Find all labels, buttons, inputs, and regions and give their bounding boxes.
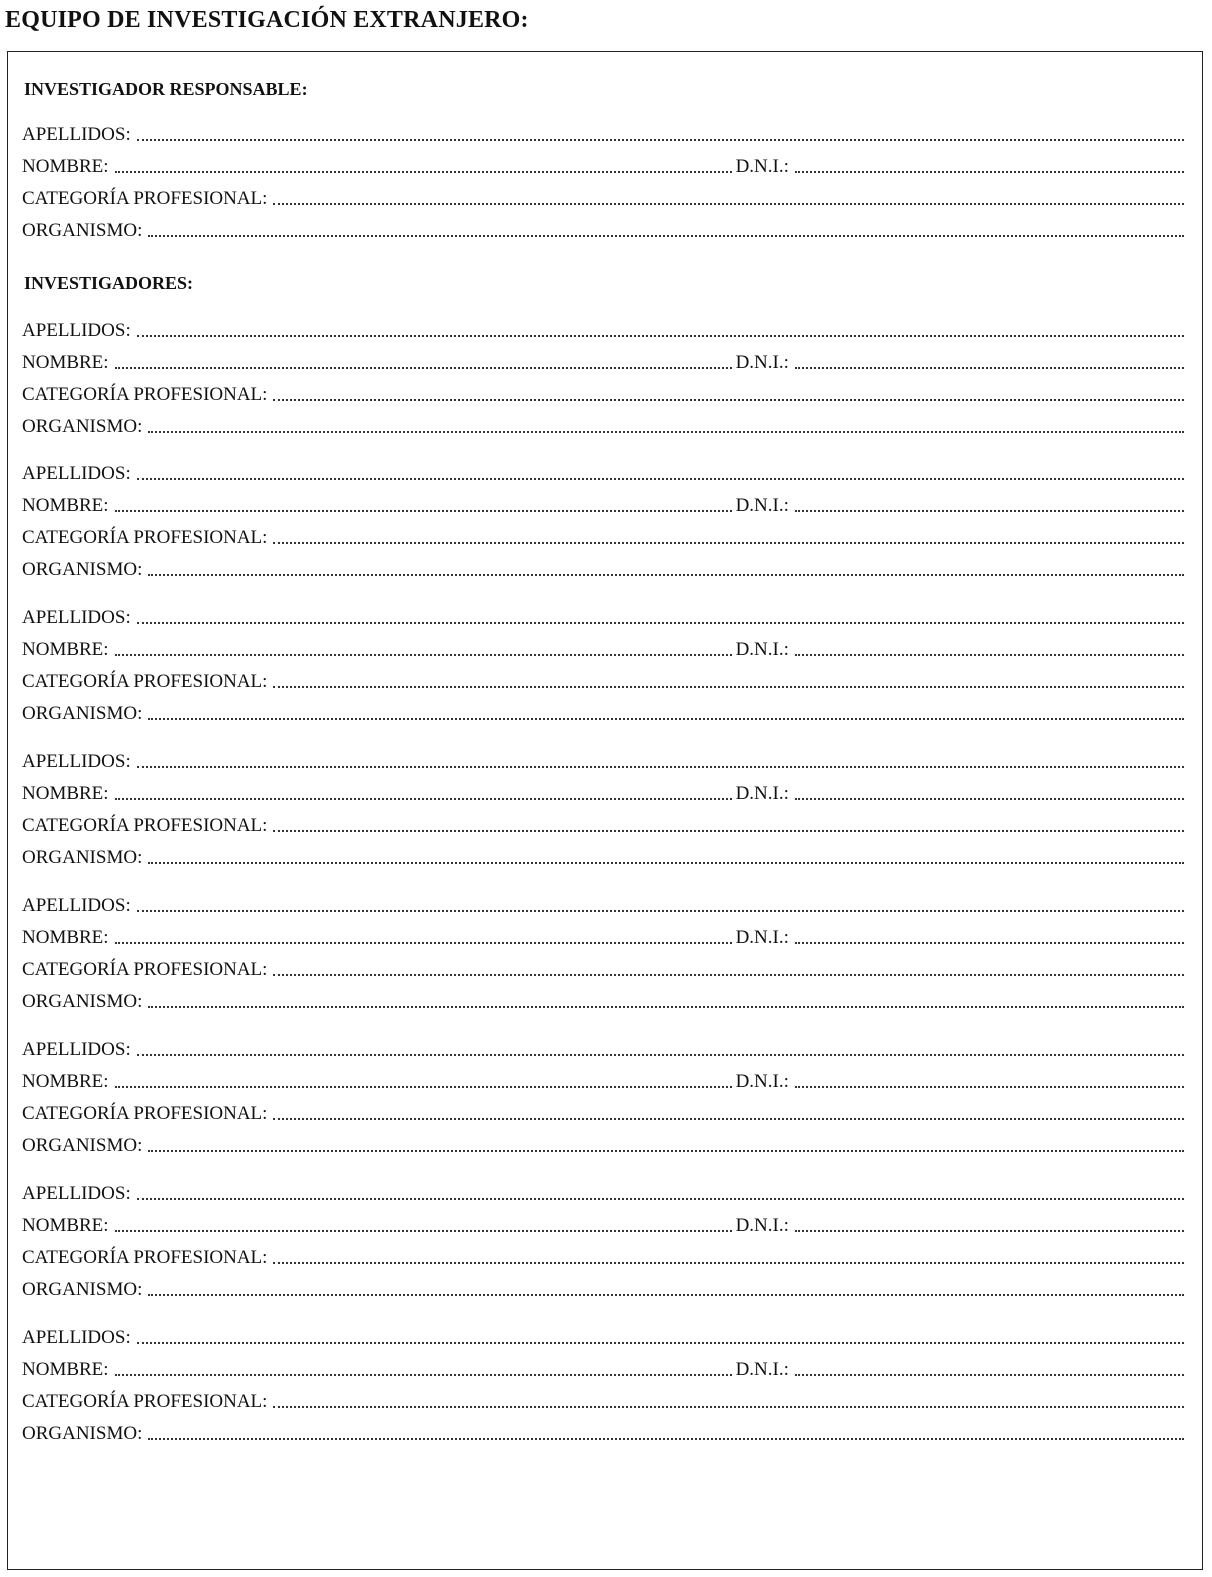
apellidos-label: APELLIDOS: bbox=[22, 751, 131, 772]
researcher-2-nombre-field[interactable] bbox=[22, 493, 1184, 517]
categoria-fill-line[interactable] bbox=[273, 398, 1184, 401]
responsible-organismo-field[interactable] bbox=[22, 218, 1184, 242]
apellidos-label: APELLIDOS: bbox=[22, 895, 131, 916]
apellidos-label: APELLIDOS: bbox=[22, 320, 131, 341]
nombre-label: NOMBRE: bbox=[22, 495, 109, 516]
researcher-2-organismo-field[interactable] bbox=[22, 557, 1184, 581]
responsible-nombre-field[interactable] bbox=[22, 154, 1184, 178]
categoria-fill-line[interactable] bbox=[273, 1405, 1184, 1408]
dni-fill-line[interactable] bbox=[795, 509, 1184, 512]
nombre-fill-line[interactable] bbox=[115, 1373, 732, 1376]
apellidos-fill-line[interactable] bbox=[137, 138, 1184, 141]
organismo-fill-line[interactable] bbox=[148, 573, 1184, 576]
researcher-8-apellidos-field[interactable] bbox=[22, 1325, 1184, 1349]
organismo-fill-line[interactable] bbox=[148, 430, 1184, 433]
researcher-2-apellidos-field[interactable] bbox=[22, 461, 1184, 485]
categoria-label: CATEGORÍA PROFESIONAL: bbox=[22, 1103, 268, 1124]
researcher-5-categoria-field[interactable] bbox=[22, 957, 1184, 981]
page-title: EQUIPO DE INVESTIGACIÓN EXTRANJERO: bbox=[5, 7, 529, 33]
dni-label: D.N.I.: bbox=[735, 1215, 789, 1236]
categoria-fill-line[interactable] bbox=[273, 973, 1184, 976]
nombre-label: NOMBRE: bbox=[22, 1215, 109, 1236]
dni-fill-line[interactable] bbox=[795, 1229, 1184, 1232]
dni-label: D.N.I.: bbox=[735, 1359, 789, 1380]
categoria-fill-line[interactable] bbox=[273, 202, 1184, 205]
researcher-4-apellidos-field[interactable] bbox=[22, 749, 1184, 773]
dni-fill-line[interactable] bbox=[795, 941, 1184, 944]
organismo-fill-line[interactable] bbox=[148, 717, 1184, 720]
apellidos-label: APELLIDOS: bbox=[22, 607, 131, 628]
researcher-6-organismo-field[interactable] bbox=[22, 1133, 1184, 1157]
researchers-heading: INVESTIGADORES: bbox=[24, 273, 194, 293]
organismo-label: ORGANISMO: bbox=[22, 703, 143, 724]
organismo-label: ORGANISMO: bbox=[22, 559, 143, 580]
apellidos-fill-line[interactable] bbox=[137, 477, 1184, 480]
categoria-fill-line[interactable] bbox=[273, 541, 1184, 544]
researcher-3-apellidos-field[interactable] bbox=[22, 605, 1184, 629]
researcher-5-nombre-field[interactable] bbox=[22, 925, 1184, 949]
researcher-7-apellidos-field[interactable] bbox=[22, 1181, 1184, 1205]
research-team-form bbox=[7, 51, 1203, 1570]
responsible-categoria-field[interactable] bbox=[22, 186, 1184, 210]
nombre-label: NOMBRE: bbox=[22, 156, 109, 177]
dni-label: D.N.I.: bbox=[735, 156, 789, 177]
organismo-fill-line[interactable] bbox=[148, 1293, 1184, 1296]
researcher-1-organismo-field[interactable] bbox=[22, 414, 1184, 438]
dni-label: D.N.I.: bbox=[735, 352, 789, 373]
researcher-7-organismo-field[interactable] bbox=[22, 1277, 1184, 1301]
nombre-fill-line[interactable] bbox=[115, 170, 732, 173]
nombre-label: NOMBRE: bbox=[22, 1071, 109, 1092]
researcher-8-organismo-field[interactable] bbox=[22, 1421, 1184, 1445]
researcher-6-nombre-field[interactable] bbox=[22, 1069, 1184, 1093]
researcher-8-nombre-field[interactable] bbox=[22, 1357, 1184, 1381]
dni-label: D.N.I.: bbox=[735, 1071, 789, 1092]
apellidos-fill-line[interactable] bbox=[137, 1053, 1184, 1056]
organismo-fill-line[interactable] bbox=[148, 1149, 1184, 1152]
organismo-label: ORGANISMO: bbox=[22, 220, 143, 241]
organismo-label: ORGANISMO: bbox=[22, 1423, 143, 1444]
apellidos-fill-line[interactable] bbox=[137, 909, 1184, 912]
categoria-fill-line[interactable] bbox=[273, 685, 1184, 688]
categoria-fill-line[interactable] bbox=[273, 1117, 1184, 1120]
apellidos-fill-line[interactable] bbox=[137, 765, 1184, 768]
researcher-3-organismo-field[interactable] bbox=[22, 701, 1184, 725]
dni-fill-line[interactable] bbox=[795, 170, 1184, 173]
categoria-label: CATEGORÍA PROFESIONAL: bbox=[22, 1391, 268, 1412]
dni-label: D.N.I.: bbox=[735, 495, 789, 516]
nombre-fill-line[interactable] bbox=[115, 1085, 732, 1088]
categoria-label: CATEGORÍA PROFESIONAL: bbox=[22, 1247, 268, 1268]
apellidos-fill-line[interactable] bbox=[137, 334, 1184, 337]
apellidos-fill-line[interactable] bbox=[137, 1197, 1184, 1200]
apellidos-label: APELLIDOS: bbox=[22, 124, 131, 145]
nombre-label: NOMBRE: bbox=[22, 1359, 109, 1380]
apellidos-fill-line[interactable] bbox=[137, 621, 1184, 624]
categoria-label: CATEGORÍA PROFESIONAL: bbox=[22, 671, 268, 692]
organismo-label: ORGANISMO: bbox=[22, 416, 143, 437]
researcher-6-categoria-field[interactable] bbox=[22, 1101, 1184, 1125]
dni-label: D.N.I.: bbox=[735, 639, 789, 660]
researcher-5-organismo-field[interactable] bbox=[22, 989, 1184, 1013]
researcher-5-apellidos-field[interactable] bbox=[22, 893, 1184, 917]
organismo-label: ORGANISMO: bbox=[22, 1279, 143, 1300]
researcher-7-categoria-field[interactable] bbox=[22, 1245, 1184, 1269]
responsible-investigator-heading: INVESTIGADOR RESPONSABLE: bbox=[24, 79, 308, 99]
organismo-label: ORGANISMO: bbox=[22, 991, 143, 1012]
categoria-fill-line[interactable] bbox=[273, 1261, 1184, 1264]
nombre-fill-line[interactable] bbox=[115, 366, 732, 369]
apellidos-label: APELLIDOS: bbox=[22, 1039, 131, 1060]
researcher-3-nombre-field[interactable] bbox=[22, 637, 1184, 661]
apellidos-label: APELLIDOS: bbox=[22, 1327, 131, 1348]
nombre-label: NOMBRE: bbox=[22, 352, 109, 373]
dni-label: D.N.I.: bbox=[735, 927, 789, 948]
dni-fill-line[interactable] bbox=[795, 366, 1184, 369]
categoria-label: CATEGORÍA PROFESIONAL: bbox=[22, 527, 268, 548]
organismo-label: ORGANISMO: bbox=[22, 1135, 143, 1156]
nombre-label: NOMBRE: bbox=[22, 927, 109, 948]
nombre-fill-line[interactable] bbox=[115, 509, 732, 512]
nombre-fill-line[interactable] bbox=[115, 941, 732, 944]
categoria-label: CATEGORÍA PROFESIONAL: bbox=[22, 815, 268, 836]
nombre-fill-line[interactable] bbox=[115, 1229, 732, 1232]
researcher-1-apellidos-field[interactable] bbox=[22, 318, 1184, 342]
researcher-1-categoria-field[interactable] bbox=[22, 382, 1184, 406]
apellidos-label: APELLIDOS: bbox=[22, 463, 131, 484]
researcher-4-organismo-field[interactable] bbox=[22, 845, 1184, 869]
organismo-fill-line[interactable] bbox=[148, 861, 1184, 864]
researcher-1-nombre-field[interactable] bbox=[22, 350, 1184, 374]
researcher-4-categoria-field[interactable] bbox=[22, 813, 1184, 837]
nombre-fill-line[interactable] bbox=[115, 797, 732, 800]
nombre-fill-line[interactable] bbox=[115, 653, 732, 656]
researcher-4-nombre-field[interactable] bbox=[22, 781, 1184, 805]
dni-label: D.N.I.: bbox=[735, 783, 789, 804]
apellidos-label: APELLIDOS: bbox=[22, 1183, 131, 1204]
apellidos-fill-line[interactable] bbox=[137, 1341, 1184, 1344]
categoria-label: CATEGORÍA PROFESIONAL: bbox=[22, 384, 268, 405]
responsible-apellidos-field[interactable] bbox=[22, 122, 1184, 146]
categoria-label: CATEGORÍA PROFESIONAL: bbox=[22, 188, 268, 209]
dni-fill-line[interactable] bbox=[795, 1085, 1184, 1088]
researcher-2-categoria-field[interactable] bbox=[22, 525, 1184, 549]
researcher-8-categoria-field[interactable] bbox=[22, 1389, 1184, 1413]
researcher-6-apellidos-field[interactable] bbox=[22, 1037, 1184, 1061]
organismo-fill-line[interactable] bbox=[148, 1005, 1184, 1008]
researcher-3-categoria-field[interactable] bbox=[22, 669, 1184, 693]
researcher-7-nombre-field[interactable] bbox=[22, 1213, 1184, 1237]
dni-fill-line[interactable] bbox=[795, 653, 1184, 656]
dni-fill-line[interactable] bbox=[795, 797, 1184, 800]
dni-fill-line[interactable] bbox=[795, 1373, 1184, 1376]
organismo-fill-line[interactable] bbox=[148, 234, 1184, 237]
categoria-label: CATEGORÍA PROFESIONAL: bbox=[22, 959, 268, 980]
nombre-label: NOMBRE: bbox=[22, 639, 109, 660]
organismo-fill-line[interactable] bbox=[148, 1437, 1184, 1440]
categoria-fill-line[interactable] bbox=[273, 829, 1184, 832]
organismo-label: ORGANISMO: bbox=[22, 847, 143, 868]
nombre-label: NOMBRE: bbox=[22, 783, 109, 804]
